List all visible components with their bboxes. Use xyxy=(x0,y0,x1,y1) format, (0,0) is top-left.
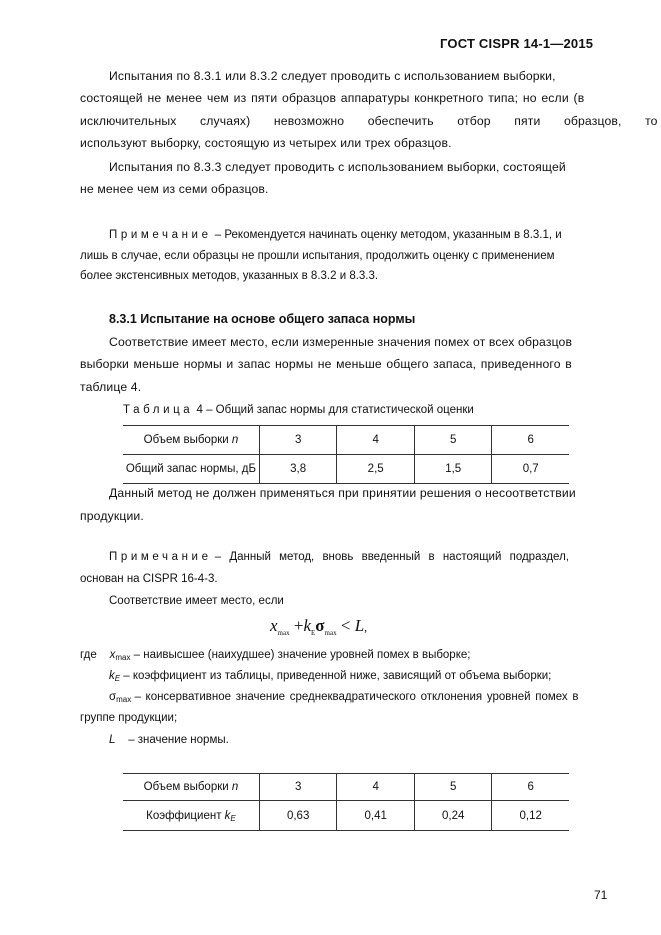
section-para-line3: таблице 4. xyxy=(80,380,142,394)
table5-cell: 0,63 xyxy=(259,801,337,831)
table4-cell: 5 xyxy=(414,426,492,455)
table-coefficient xyxy=(123,773,569,831)
table4-cell: 1,5 xyxy=(414,455,492,484)
para1-line4: используют выборку, состоящую из четырех или трех образцов. xyxy=(80,136,452,150)
table5-cell: 5 xyxy=(414,774,492,801)
table4-caption-text: 4 – Общий запас нормы для статистической оценки xyxy=(196,404,474,416)
table5-row-sample-size xyxy=(123,774,569,801)
where-L-var: L xyxy=(109,734,116,746)
table4-label-sample-size xyxy=(123,426,259,455)
table4-cell: 3 xyxy=(259,426,337,455)
table5-label-text: Объем выборки xyxy=(143,781,229,793)
section-para-line1: Соответствие имеет место, если измеренные значения помех от всех образцов xyxy=(109,335,573,349)
where-k xyxy=(109,666,551,687)
table4-row-sample-size xyxy=(123,426,569,455)
para2-line1: Испытания по 8.3.3 следует проводить с использованием выборки, состоящей xyxy=(109,160,566,174)
formula-x: x xyxy=(270,616,278,635)
note2-text: – Данный метод, вновь введенный в настоящий подраздел, xyxy=(214,551,569,563)
table4-cell: 2,5 xyxy=(337,455,415,484)
where-L-text: – значение нормы. xyxy=(128,734,229,746)
table5-coef-sub: E xyxy=(230,813,236,823)
note1-line2: лишь в случае, если образцы не прошли испытания, продолжить оценку с применением xyxy=(80,250,555,262)
page-number: 71 xyxy=(594,888,608,902)
formula-L: L xyxy=(354,616,365,635)
formula-sigma-sub: max xyxy=(324,629,337,637)
where-k-sub: E xyxy=(114,674,121,683)
table5-cell: 0,12 xyxy=(492,801,569,831)
table5-cell: 0,41 xyxy=(337,801,415,831)
table4-cell: 4 xyxy=(337,426,415,455)
formula-comma: , xyxy=(364,620,368,634)
note2-label: Примечание xyxy=(109,551,212,563)
where-sigma-line2: группе продукции; xyxy=(80,712,178,724)
where-sigma-text: – консервативное значение среднеквадратического отклонения уровней помех в xyxy=(134,691,579,703)
formula-x-sub: max xyxy=(277,629,290,637)
formula-lt: < xyxy=(340,616,351,635)
table5-row-coefficient xyxy=(123,801,569,831)
where-sigma-sub: max xyxy=(116,695,132,704)
note2-line2: основан на CISPR 16-4-3. xyxy=(80,573,218,585)
formula-plus: + xyxy=(293,616,304,635)
where-k-text: – коэффициент из таблицы, приведенной ниже, зависящий от объема выборки; xyxy=(123,670,552,682)
note1-label: Примечание xyxy=(109,229,212,241)
table4-caption-label: Таблица xyxy=(123,404,194,416)
table5-coef-var: k xyxy=(224,809,231,822)
compliance-line: Соответствие имеет место, если xyxy=(109,595,284,607)
where-prefix: где xyxy=(80,649,97,661)
para1-line1: Испытания по 8.3.1 или 8.3.2 следует проводить с использованием выборки, xyxy=(109,69,556,83)
note1-text: – Рекомендуется начинать оценку методом, указанным в 8.3.1, и xyxy=(214,229,562,241)
table4-label-text: Объем выборки xyxy=(143,434,229,446)
table5-coef-text: Коэффициент xyxy=(146,809,222,822)
table5-label-sample-size xyxy=(123,774,259,801)
table5-label-var: n xyxy=(231,781,239,793)
table4-row-margin xyxy=(123,455,569,484)
table5-cell: 0,24 xyxy=(414,801,492,831)
formula-sigma: σ xyxy=(315,616,325,635)
where-x-sub: max xyxy=(115,653,131,662)
note1-line3: более экстенсивных методов, указанных в 8.3.2 и 8.3.3. xyxy=(80,270,379,282)
para3-line1: Данный метод не должен применяться при принятии решения о несоответствии xyxy=(109,486,576,500)
table5-cell: 4 xyxy=(337,774,415,801)
formula xyxy=(270,616,367,636)
section-para-line2: выборки меньше нормы и запас нормы не меньше общего запаса, приведенного в xyxy=(80,357,572,371)
formula-k: k xyxy=(303,616,311,635)
where-k-var: k xyxy=(109,670,115,682)
where-sigma xyxy=(109,687,578,708)
table4-label-var: n xyxy=(231,434,239,446)
formula-k-sub: E xyxy=(311,629,316,637)
where-sigma-var: σ xyxy=(109,691,117,703)
table5-label-coefficient xyxy=(123,801,259,831)
para2-line2: не менее чем из семи образцов. xyxy=(80,182,269,196)
table4-cell: 6 xyxy=(492,426,569,455)
note2-line1 xyxy=(109,547,569,568)
where-x-var: x xyxy=(109,649,116,661)
where-x-text: – наивысшее (наихудшее) значение уровней помех в выборке; xyxy=(133,649,471,661)
para1-line3: исключительных случаях) невозможно обеспечить отбор пяти образцов, то xyxy=(80,114,658,128)
para1-line2: состоящей не менее чем из пяти образцов аппаратуры конкретного типа; но если (в xyxy=(80,91,585,105)
table4-label-margin: Общий запас нормы, дБ xyxy=(123,455,259,484)
table4-caption xyxy=(123,400,474,421)
table4-cell: 3,8 xyxy=(259,455,337,484)
table5-cell: 3 xyxy=(259,774,337,801)
table4-cell: 0,7 xyxy=(492,455,569,484)
para3-line2: продукции. xyxy=(80,509,144,523)
where-L xyxy=(109,730,229,751)
section-title: 8.3.1 Испытание на основе общего запаса нормы xyxy=(109,312,416,326)
table4 xyxy=(123,425,569,484)
where-x xyxy=(80,645,470,666)
table5-cell: 6 xyxy=(492,774,569,801)
page-header: ГОСТ CISPR 14-1—2015 xyxy=(440,36,594,51)
note1-line1 xyxy=(109,225,562,246)
